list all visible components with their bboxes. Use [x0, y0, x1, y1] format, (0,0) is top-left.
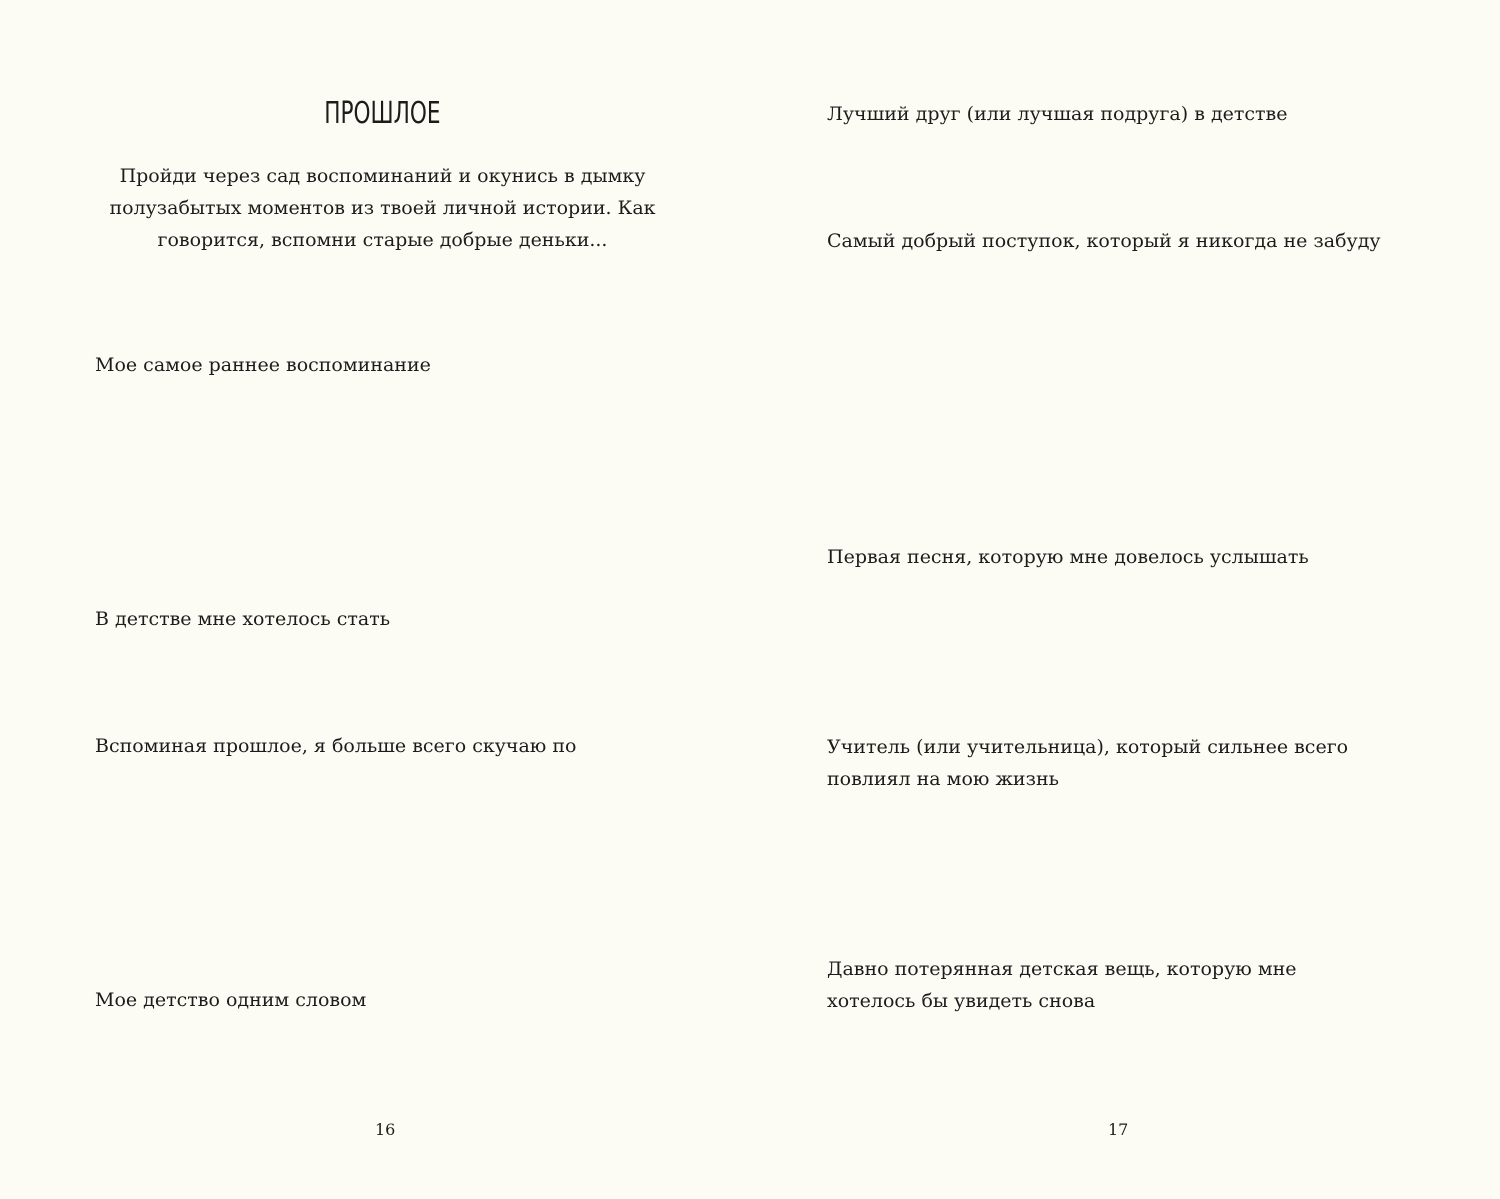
page-number-right: 17 [1108, 1120, 1129, 1139]
prompt-teacher: Учитель (или учительница), который сильнее всего повлиял на мою жизнь [827, 736, 1349, 790]
prompt-childhood-one-word: Мое детство одним словом [95, 989, 367, 1011]
page-title: ПРОШЛОЕ [324, 96, 441, 131]
prompt-kindest-act: Самый добрый поступок, который я никогда не забуду [827, 230, 1381, 252]
prompt-best-friend: Лучший друг (или лучшая подруга) в детстве [827, 103, 1288, 125]
intro-text: Пройди через сад воспоминаний и окунись в дымку полузабытых моментов из твоей личной истории. Как говорится, вспомни старые добрые деньки... [109, 165, 656, 251]
prompt-childhood-dream: В детстве мне хотелось стать [95, 608, 391, 630]
prompt-earliest-memory: Мое самое раннее воспоминание [95, 354, 431, 376]
page-number-left: 16 [375, 1120, 396, 1139]
prompt-lost-item: Давно потерянная детская вещь, которую мне хотелось бы увидеть снова [827, 958, 1297, 1012]
prompt-miss-most: Вспоминая прошлое, я больше всего скучаю по [95, 735, 577, 757]
prompt-first-song: Первая песня, которую мне довелось услышать [827, 546, 1309, 568]
right-page [750, 0, 1500, 1199]
